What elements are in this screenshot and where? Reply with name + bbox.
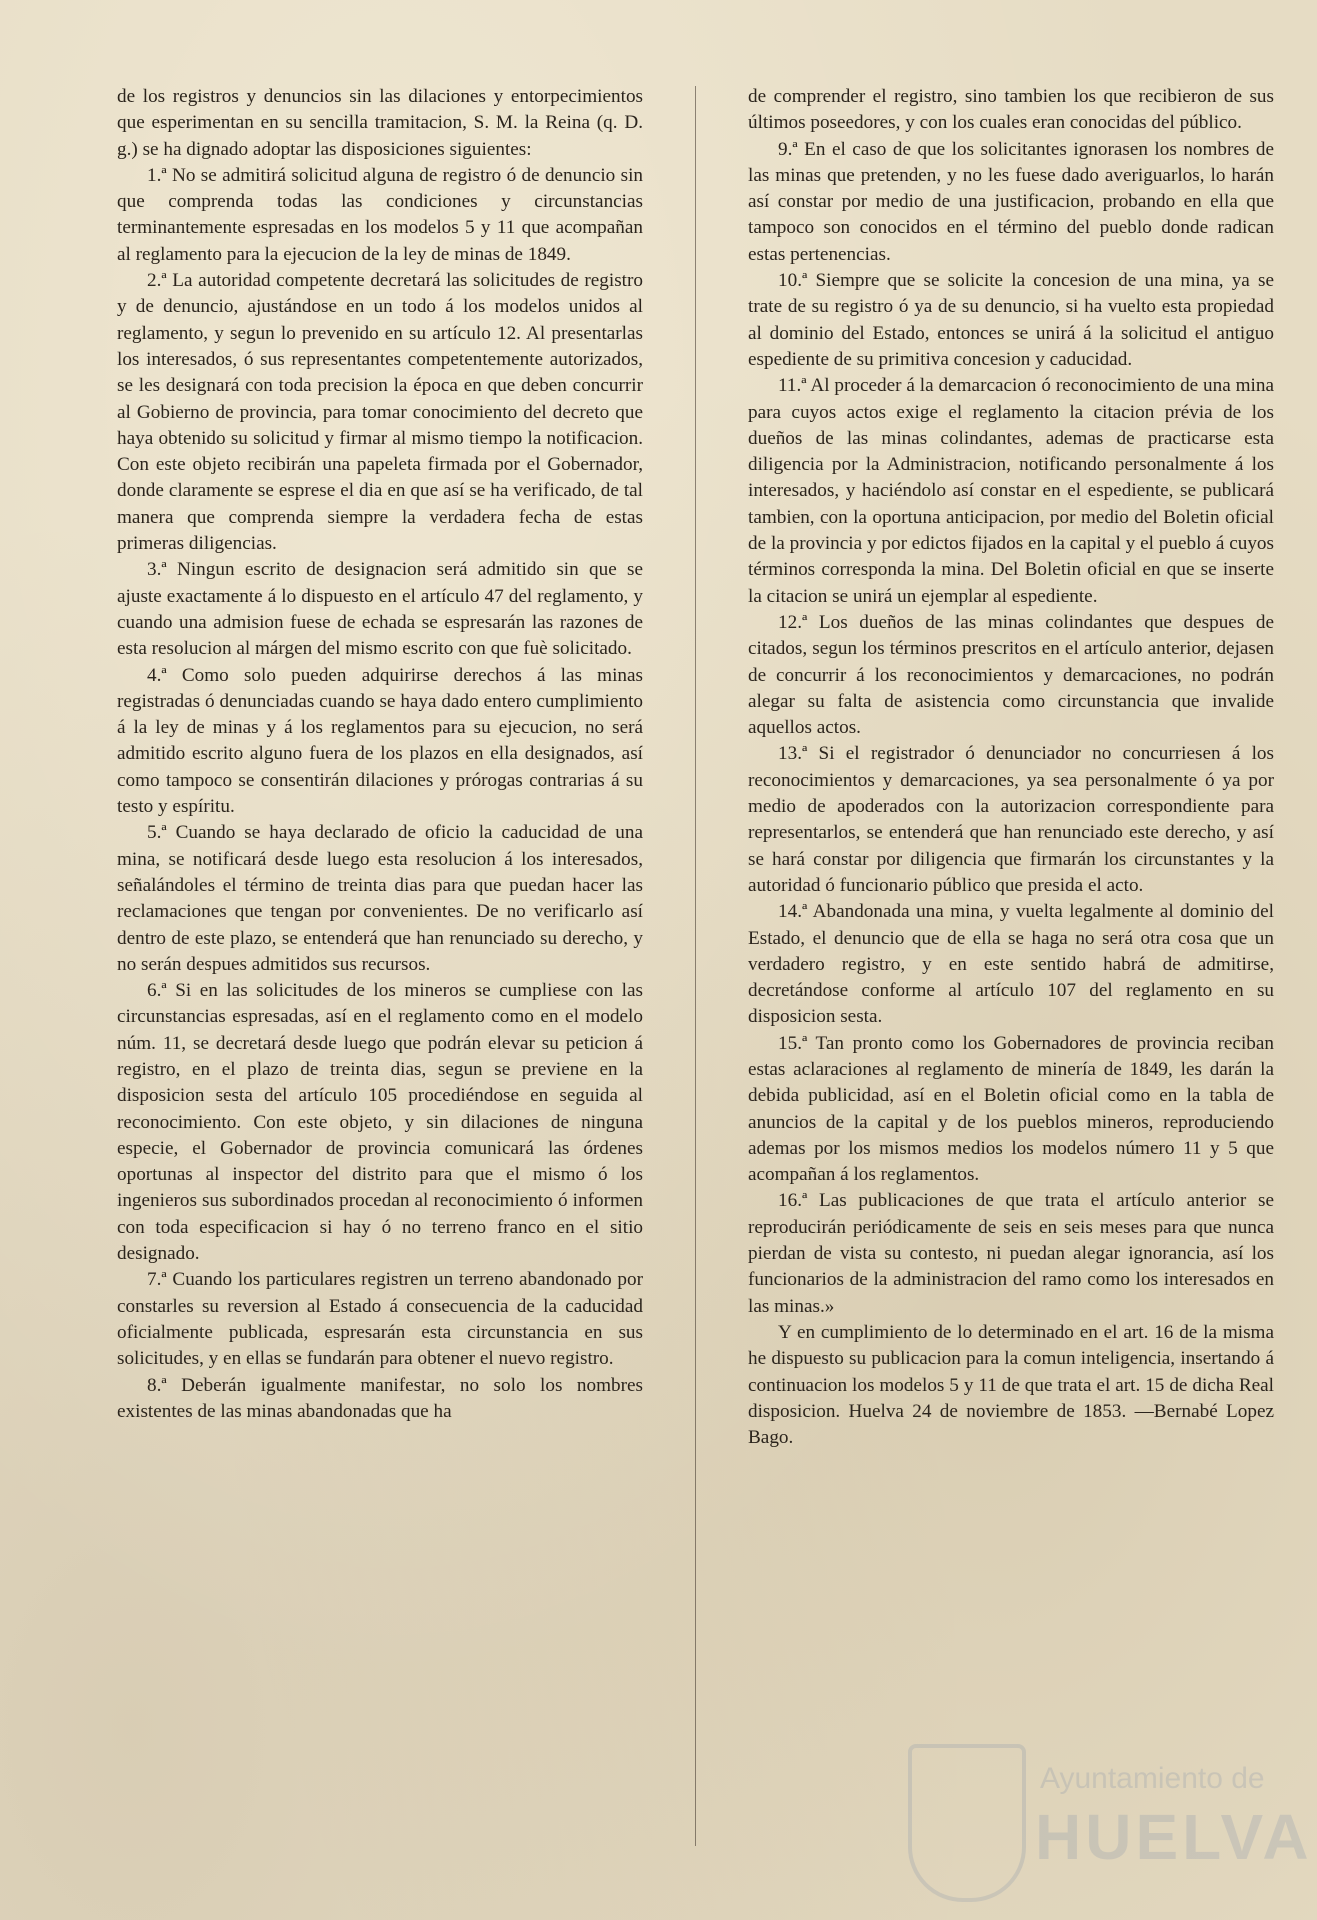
article-1: 1.ª No se admitirá solicitud alguna de registro ó de denuncio sin que comprenda todas las condiciones y circunstancias terminantemente espresadas en los modelos 5 y 11 que acompañan al reglamento para la ejecucion de la ley de minas de 1849. [117, 164, 643, 265]
column-divider [695, 86, 696, 1846]
article-14: 14.ª Abandonada una mina, y vuelta legalmente al dominio del Estado, el denuncio que de ella se haga no será otra cosa que un verdadero registro, y en este sentido habrá de admitirse, decretándose conforme al artículo 107 del reglamento en su disposicion sesta. [748, 901, 1274, 1028]
article-5: 5.ª Cuando se haya declarado de oficio la caducidad de una mina, se notificará desde luego esta resolucion á los interesados, señalándoles el término de treinta dias para que puedan hacer las reclamaciones que tengan por convenientes. De no verificarlo así dentro de este plazo, se entenderá que han renunciado su derecho, y no serán despues admitidos sus recursos. [117, 822, 643, 975]
watermark [900, 1740, 1313, 1900]
article-12: 12.ª Los dueños de las minas colindantes que despues de citados, segun los términos prescritos en el artículo anterior, dejasen de concurrir á los reconocimientos y demarcaciones, no podrán alegar su falta de asistencia como circunstancia que invalide aquellos actos. [748, 611, 1274, 739]
paragraph-continuation: de comprender el registro, sino tambien los que recibieron de sus últimos poseedores, y con los cuales eran conocidas del público. [748, 86, 1274, 134]
watermark-line2: HUELVA [1035, 1801, 1313, 1873]
article-13: 13.ª Si el registrador ó denunciador no concurriesen á los reconocimientos y demarcaciones, ya sea personalmente ó ya por medio de apoderados con la autorizacion correspondiente para representarlos, se entenderá que han renunciado este derecho, y así se hará constar por diligencia que firmarán los circunstantes y la autoridad ó funcionario público que presida el acto. [748, 743, 1274, 896]
article-2: 2.ª La autoridad competente decretará las solicitudes de registro y de denuncio, ajustándose en un todo á los modelos unidos al reglamento, y segun lo prevenido en su artículo 12. Al presentarlas los interesados, ó sus representantes competentemente autorizados, se les designará con toda precision la época en que deben concurrir al Gobierno de provincia, para tomar conocimiento del decreto que haya obtenido su solicitud y firmar al mismo tiempo la notificacion. Con este objeto recibirán una papeleta firmada por el Gobernador, donde claramente se esprese el dia en que así se ha verificado, de tal manera que comprenda siempre la verdadera fecha de estas primeras diligencias. [117, 270, 643, 555]
left-column [117, 84, 643, 1425]
article-11: 11.ª Al proceder á la demarcacion ó reconocimiento de una mina para cuyos actos exige el reglamento la citacion prévia de los dueños de las minas colindantes, ademas de practicarse esta diligencia por la Administracion, notificando personalmente á los interesados, y haciéndolo así constar en el espediente, se publicará tambien, con la oportuna anticipacion, por medio del Boletin oficial de la provincia y por edictos fijados en la capital y el pueblo á cuyos términos corresponda la mina. Del Boletin oficial en que se inserte la citacion se unirá un ejemplar al espediente. [748, 375, 1274, 607]
article-4: 4.ª Como solo pueden adquirirse derechos á las minas registradas ó denunciadas cuando se haya dado entero cumplimiento á la ley de minas y á los reglamentos para su ejecucion, no será admitido escrito alguno fuera de los plazos en ella designados, así como tampoco se consentirán dilaciones y prórogas contrarias á su testo y espíritu. [117, 664, 643, 818]
article-9: 9.ª En el caso de que los solicitantes ignorasen los nombres de las minas que pretenden, y no les fuese dado averiguarlos, lo harán así constar por medio de una justificacion, probando en ella que tampoco son conocidos en el término del pueblo donde radican estas pertenencias. [748, 138, 1274, 265]
closing-paragraph: Y en cumplimiento de lo determinado en el art. 16 de la misma he dispuesto su publicacion para la comun inteligencia, insertando á continuacion los modelos 5 y 11 de que trata el art. 15 de dicha Real disposicion. Huelva 24 de noviembre de 1853. —Bernabé Lopez Bago. [748, 1321, 1274, 1449]
article-3: 3.ª Ningun escrito de designacion será admitido sin que se ajuste exactamente á lo dispuesto en el artículo 47 del reglamento, y cuando una admision fuese de echada se espresarán las razones de esta resolucion al márgen del mismo escrito con que fuè solicitado. [117, 559, 643, 660]
article-10: 10.ª Siempre que se solicite la concesion de una mina, ya se trate de su registro ó ya de su denuncio, si ha vuelto esta propiedad al dominio del Estado, entonces se unirá á la solicitud el antiguo espediente de su primitiva concesion y caducidad. [748, 270, 1274, 370]
article-8-start: 8.ª Deberán igualmente manifestar, no solo los nombres existentes de las minas abandonadas que ha [117, 1374, 643, 1422]
right-column [748, 84, 1274, 1451]
shield-icon [908, 1744, 1026, 1902]
article-16: 16.ª Las publicaciones de que trata el artículo anterior se reproducirán periódicamente de seis en seis meses para que nunca pierdan de vista su contesto, ni puedan alegar ignorancia, así los funcionarios de la administracion del ramo como los interesados en las minas.» [748, 1190, 1274, 1317]
article-6: 6.ª Si en las solicitudes de los mineros se cumpliese con las circunstancias espresadas, así en el reglamento como en el modelo núm. 11, se decretará desde luego que podrán elevar su peticion á registro, en el plazo de treinta dias, segun se previene en la disposicion sesta del artículo 105 procediéndose en seguida al reconocimiento. Con este objeto, y sin dilaciones de ninguna especie, el Gobernador de provincia comunicará las órdenes oportunas al inspector del distrito para que el mismo ó los ingenieros sus subordinados procedan al reconocimiento ó informen con toda especificacion si hay ó no terreno franco en el sitio designado. [117, 980, 643, 1265]
article-15: 15.ª Tan pronto como los Gobernadores de provincia reciban estas aclaraciones al reglamento de minería de 1849, les darán la debida publicidad, así en el Boletin oficial como en la tabla de anuncios de la capital y de los pueblos mineros, reproduciendo ademas por los mismos medios los modelos número 11 y 5 que acompañan á los reglamentos. [748, 1032, 1274, 1186]
watermark-line1: Ayuntamiento de [1040, 1762, 1265, 1795]
article-7: 7.ª Cuando los particulares registren un terreno abandonado por constarles su reversion al Estado á consecuencia de la caducidad oficialmente publicada, espresarán esta circunstancia en sus solicitudes, y en ellas se fundarán para obtener el nuevo registro. [117, 1269, 643, 1370]
paragraph-intro: de los registros y denuncios sin las dilaciones y entorpecimientos que esperimentan en su sencilla tramitacion, S. M. la Reina (q. D. g.) se ha dignado adoptar las disposiciones siguientes: [117, 86, 643, 160]
